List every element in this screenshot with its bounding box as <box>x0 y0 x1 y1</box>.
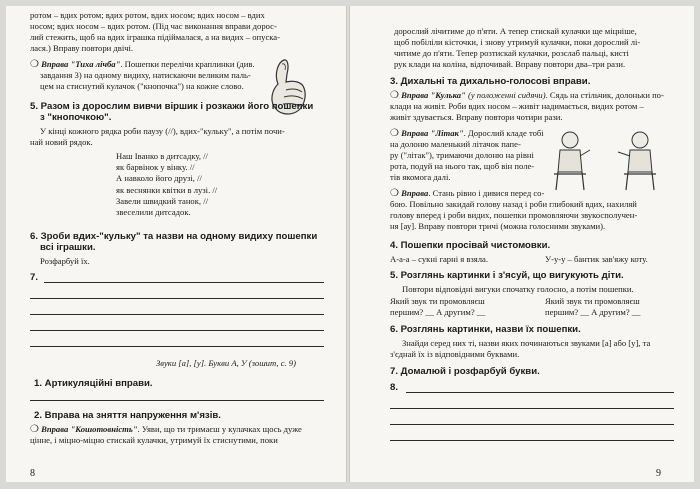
exercise-ring-icon: ❍ <box>30 59 39 70</box>
exercise-stan-line-4: ня [ау]. Вправу повтори тричі (можна голосними звуками). <box>390 221 606 231</box>
exercise-tykha-line-3: цем на стиснутий кулачок ("кнопочка") на кожне слово. <box>40 81 244 91</box>
task-6-text: Розфарбуй їх. <box>40 256 90 266</box>
writing-line[interactable] <box>30 400 324 401</box>
task-6-title-line-1: 6. Зроби вдих-"кульку" та назви на одному видиху пошепки <box>30 231 318 242</box>
poem-line: як веснянки квітки в лузі. // <box>116 184 218 195</box>
exercise-stan <box>390 188 544 200</box>
children-breathing-illustration <box>546 128 676 194</box>
section-3-title: 3. Дихальні та дихально-голосові вправи. <box>390 76 591 87</box>
writing-line[interactable] <box>30 330 324 331</box>
left-top-line-1: ротом – вдих ротом; вдих ротом, вдих носом; вдих носом – вдих <box>30 10 265 20</box>
exercise-title: Вправа "Тиха лічба" <box>41 59 121 69</box>
task-5-text-line-2: най новий рядок. <box>30 137 93 147</box>
section-6-title: 6. Розглянь картинки, назви їх пошепки. <box>390 324 581 335</box>
section-6-text-line-1: Знайди серед них ті, назви яких починаються звуками [а] або [у], та <box>402 338 651 348</box>
exercise-stan-line-3: голову вперед і роби видих, пошепки промовляючи звукосполучен- <box>390 210 638 220</box>
section-5-title: 5. Розглянь картинки і з'ясуй, що вигукують діти. <box>390 270 624 281</box>
lesson-reference: Звуки [а], [у]. Букви А, У (зошит, с. 9) <box>156 358 296 368</box>
section-8-label: 8. <box>390 382 399 393</box>
right-page <box>350 6 694 482</box>
writing-line[interactable] <box>44 282 324 283</box>
exercise-kost <box>30 424 302 436</box>
exercise-text: . Сядь на стільчик, долоньки по- <box>545 90 664 100</box>
poem-line: А навколо його друзі, // <box>116 173 202 184</box>
section-5-question-1-line-2: першим? __ А другим? __ <box>390 307 486 317</box>
right-top-line-2: щоб побіліли кісточки, і знову утримуй кулачки, поки дорослий лі- <box>394 37 641 47</box>
exercise-stan-line-2: бою. Повільно закидай голову назад і роби глибокий вдих, нахиляй <box>390 199 637 209</box>
poem-line: звеселили дитсадок. <box>116 207 191 218</box>
tongue-twister-u: У-у-у – бантик зав'яжу коту. <box>545 254 648 264</box>
exercise-litak-line-5: тів якомога далі. <box>390 172 451 182</box>
exercise-text: . Уяви, що ти тримаєш у кулачках щось дуже <box>137 424 302 434</box>
exercise-litak-line-3: ру ("літак"), тримаючи долоню на рівні <box>390 150 534 160</box>
exercise-title: Вправа "Літак" <box>401 128 464 138</box>
poem-line: Завели швидкий танок, // <box>116 195 208 206</box>
task-5-text-line-1: У кінці кожного рядка роби паузу (//), вдих-"кульку", а потім почи- <box>40 126 285 136</box>
exercise-text: . Дорослий кладе тобі <box>463 128 544 138</box>
exercise-litak-line-2: на долоню маленький літачок папе- <box>390 139 521 149</box>
exercise-kost-line-2: цінне, і міцно-міцно стискай кулачки, утримуй їх стиснутими, поки <box>30 435 278 445</box>
tongue-twister-a: А-а-а – сукні гарні я взяла. <box>390 254 488 264</box>
task-7-label: 7. <box>30 272 39 283</box>
right-top-line-1: дорослий лічитиме до п'яти. А тепер стискай кулачки ще міцніше, <box>394 26 637 36</box>
exercise-tykha-line-2: завдання 3) на одному видиху, натискаючи великим паль- <box>40 70 251 80</box>
exercise-ring-icon: ❍ <box>390 90 399 101</box>
writing-line[interactable] <box>390 408 674 409</box>
task-5-title-line-2: з "кнопочкою". <box>40 112 112 123</box>
exercise-title: Вправа "Кулька" <box>401 90 466 100</box>
right-top-line-3: читиме до п'яти. Тепер розтискай кулачки, розслаб пальці, кисті <box>394 48 629 58</box>
exercise-ring-icon: ❍ <box>390 188 399 199</box>
exercise-note: (у положенні сидячи) <box>467 90 546 100</box>
section-6-text-line-2: з'єднай їх із відповідними буквами. <box>390 349 520 359</box>
poem-line: Наш Іванко в дитсадку, // <box>116 151 208 161</box>
writing-line[interactable] <box>390 440 674 441</box>
exercise-text: . Пошепки перелічи краплинки (див. <box>120 59 255 69</box>
task-6-title-line-2: всі іграшки. <box>40 242 96 253</box>
exercise-ring-icon: ❍ <box>30 424 39 435</box>
writing-line[interactable] <box>390 424 674 425</box>
exercise-title: Вправа "Кошотовність" <box>41 424 138 434</box>
page-number-left: 8 <box>30 468 35 479</box>
left-top-line-3: лий стежить, щоб на вдих іграшка підіймалася, а на видих – опуска- <box>30 32 280 42</box>
writing-line[interactable] <box>406 392 674 393</box>
left-page <box>6 6 346 482</box>
writing-line[interactable] <box>30 314 324 315</box>
task-5-title-line-1: 5. Разом із дорослим вивчи віршик і розкажи його пошепки <box>30 101 314 112</box>
section-5-question-2-line-1: Який звук ти промовляєш <box>545 296 640 306</box>
exercise-litak <box>390 128 544 140</box>
exercise-kulka-line-2: клади на живіт. Роби вдих носом – живіт надимається, видих ротом – <box>390 101 644 111</box>
section-5-question-2-line-2: першим? __ А другим? __ <box>545 307 641 317</box>
section-5-text: Повтори відповідні вигуки спочатку голосно, а потім пошепки. <box>402 284 634 294</box>
exercise-ring-icon: ❍ <box>390 128 399 139</box>
left-top-line-2: носом; вдих носом – вдих ротом. (Під час виконання вправи дорос- <box>30 21 277 31</box>
section-4-title: 4. Пошепки просівай чистомовки. <box>390 240 551 251</box>
poem-line: як барвінок у вінку. // <box>116 162 195 173</box>
writing-line[interactable] <box>30 298 324 299</box>
exercise-kulka <box>390 90 664 102</box>
section-2-title: 2. Вправа на зняття напруження м'язів. <box>34 410 221 421</box>
exercise-title: Вправа <box>401 188 429 198</box>
exercise-litak-line-4: рота, подуй на нього так, щоб він поле- <box>390 161 535 171</box>
writing-line[interactable] <box>30 346 324 347</box>
exercise-kulka-line-3: живіт здувається. Вправу повтори чотири рази. <box>390 112 563 122</box>
right-top-line-4: рук клади на коліна, відпочивай. Вправу повтори два–три рази. <box>394 59 626 69</box>
exercise-text: . Стань рівно і дивися перед со- <box>428 188 545 198</box>
section-1-title: 1. Артикуляційні вправи. <box>34 378 153 389</box>
section-7-title: 7. Домалюй і розфарбуй букви. <box>390 366 540 377</box>
poem <box>116 151 217 218</box>
left-top-line-4: лася.) Вправу повтори двічі. <box>30 43 134 53</box>
exercise-tykha-licba <box>30 59 255 71</box>
page-number-right: 9 <box>656 468 661 479</box>
section-5-question-1-line-1: Який звук ти промовляєш <box>390 296 485 306</box>
